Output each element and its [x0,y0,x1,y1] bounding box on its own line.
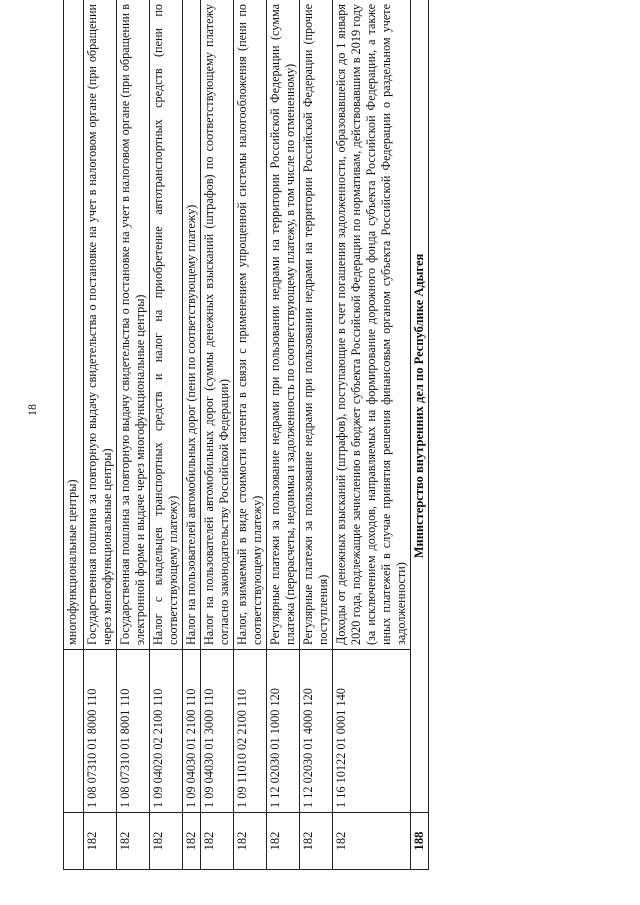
table-row [234,0,267,870]
admin-code-cell: 182 [201,813,234,870]
description-cell: Налог, взимаемый в виде стоимости патента в связи с применением упрощенной системы налогообложения (пени по соответствующему платежу) [234,0,267,650]
section-title: Министерство внутренних дел по Республике Адыгея [411,0,429,813]
table-row [84,0,117,870]
kbk-cell: 1 09 04020 02 2100 110 [150,650,183,813]
description-cell: Налог на пользователей автомобильных дорог (суммы денежных взысканий (штрафов) по соответствующему платежу согласно законодательству Российской Федерации) [201,0,234,650]
table-row [117,0,150,870]
page-number: 18 [25,404,39,416]
admin-code-cell: 182 [84,813,117,870]
section-row [411,0,429,870]
description-cell: Регулярные платежи за пользование недрами при пользовании недрами на территории Российской Федерации (сумма платежа (перерасчеты, недоимка и задолженность по соответствующему платежу, в том числе по отмененному) [267,0,300,650]
table-row [267,0,300,870]
admin-code-cell: 182 [300,813,333,870]
description-cell: Доходы от денежных взысканий (штрафов), поступающие в счет погашения задолженности, образовавшейся до 1 января 2020 года, подлежащие зачислению в бюджет субъекта Российской Федерации по нормативам, действовавшим в 2019 году (за исключением доходов, направляемых на формирование дорожного фонда субъекта Российской Федерации, а также иных платежей в случае принятия решения финансовым органом субъекта Российской Федерации о раздельном учете задолженности) [333,0,411,650]
kbk-cell: 1 08 07310 01 8000 110 [84,650,117,813]
table-row [183,0,201,870]
section-admin-code: 188 [411,813,429,870]
description-cell: Регулярные платежи за пользование недрами при пользовании недрами на территории Российской Федерации (прочие поступления) [300,0,333,650]
admin-code-cell: 182 [150,813,183,870]
description-cell: Налог с владельцев транспортных средств и налог на приобретение автотранспортных средств (пени по соответствующему платежу) [150,0,183,650]
description-cell: Государственная пошлина за повторную выдачу свидетельства о постановке на учет в налоговом органе (при обращении через многофункциональные центры) [84,0,117,650]
kbk-cell: 1 08 07310 01 8001 110 [117,650,150,813]
table-row [333,0,411,870]
admin-code-cell: 182 [183,813,201,870]
kbk-cell: 1 09 11010 02 2100 110 [234,650,267,813]
kbk-cell: 1 16 10122 01 0001 140 [333,650,411,813]
admin-code-cell: 182 [333,813,411,870]
description-cell: многофункциональные центры) [64,0,84,650]
revenue-classification-table [63,0,429,870]
admin-code-cell: 182 [267,813,300,870]
table-row [300,0,333,870]
table-row [64,0,84,870]
revenue-table-sheet [63,0,560,870]
kbk-cell: 1 09 04030 01 3000 110 [201,650,234,813]
kbk-cell: 1 12 02030 01 1000 120 [267,650,300,813]
admin-code-cell [64,813,84,870]
table-row [150,0,183,870]
kbk-cell: 1 09 04030 01 2100 110 [183,650,201,813]
admin-code-cell: 182 [234,813,267,870]
table-body [64,0,429,870]
description-cell: Налог на пользователей автомобильных дорог (пени по соответствующему платежу) [183,0,201,650]
kbk-cell [64,650,84,813]
kbk-cell: 1 12 02030 01 4000 120 [300,650,333,813]
table-row [201,0,234,870]
admin-code-cell: 182 [117,813,150,870]
description-cell: Государственная пошлина за повторную выдачу свидетельства о постановке на учет в налоговом органе (при обращении в электронной форме и выдаче через многофункциональные центры) [117,0,150,650]
